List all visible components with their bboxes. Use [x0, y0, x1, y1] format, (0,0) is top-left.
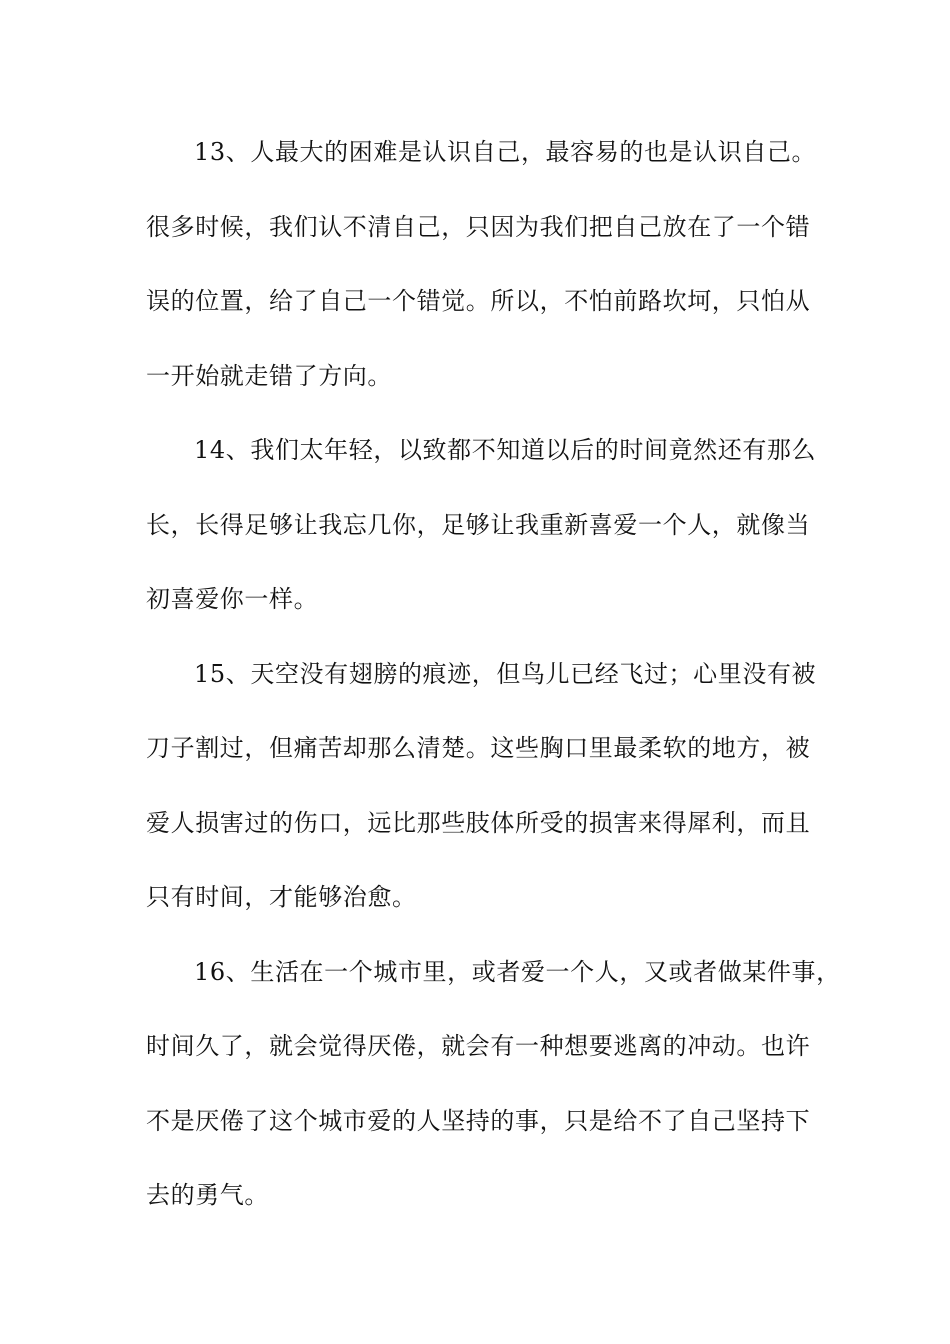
text-line: 13、人最大的困难是认识自己，最容易的也是认识自己。 [194, 138, 817, 166]
text-line: 不是厌倦了这个城市爱的人坚持的事，只是给不了自己坚持下 [146, 1106, 811, 1135]
text-line: 爱人损害过的伤口，远比那些肢体所受的损害来得犀利，而且 [146, 808, 811, 837]
text-line: 误的位置，给了自己一个错觉。所以，不怕前路坎坷，只怕从 [146, 287, 811, 315]
text-line: 刀子割过，但痛苦却那么清楚。这些胸口里最柔软的地方，被 [146, 734, 811, 762]
document-body [146, 125, 841, 1243]
text-line: 15、天空没有翅膀的痕迹，但鸟儿已经飞过；心里没有被 [194, 659, 817, 688]
paragraph-13 [146, 125, 826, 423]
paragraph-14 [146, 423, 826, 647]
text-line: 16、生活在一个城市里，或者爱一个人，又或者做某件事， [194, 957, 841, 986]
text-line: 一开始就走错了方向。 [146, 361, 392, 390]
text-line: 14、我们太年轻，以致都不知道以后的时间竟然还有那么 [194, 436, 817, 464]
text-line: 去的勇气。 [146, 1181, 269, 1209]
text-line: 很多时候，我们认不清自己，只因为我们把自己放在了一个错 [146, 212, 811, 241]
paragraph-16 [146, 945, 841, 1243]
text-line: 只有时间，才能够治愈。 [146, 883, 417, 911]
text-line: 时间久了，就会觉得厌倦，就会有一种想要逃离的冲动。也许 [146, 1032, 811, 1060]
paragraph-15 [146, 647, 826, 945]
text-line: 初喜爱你一样。 [146, 585, 319, 613]
text-line: 长，长得足够让我忘几你，足够让我重新喜爱一个人，就像当 [146, 510, 811, 539]
